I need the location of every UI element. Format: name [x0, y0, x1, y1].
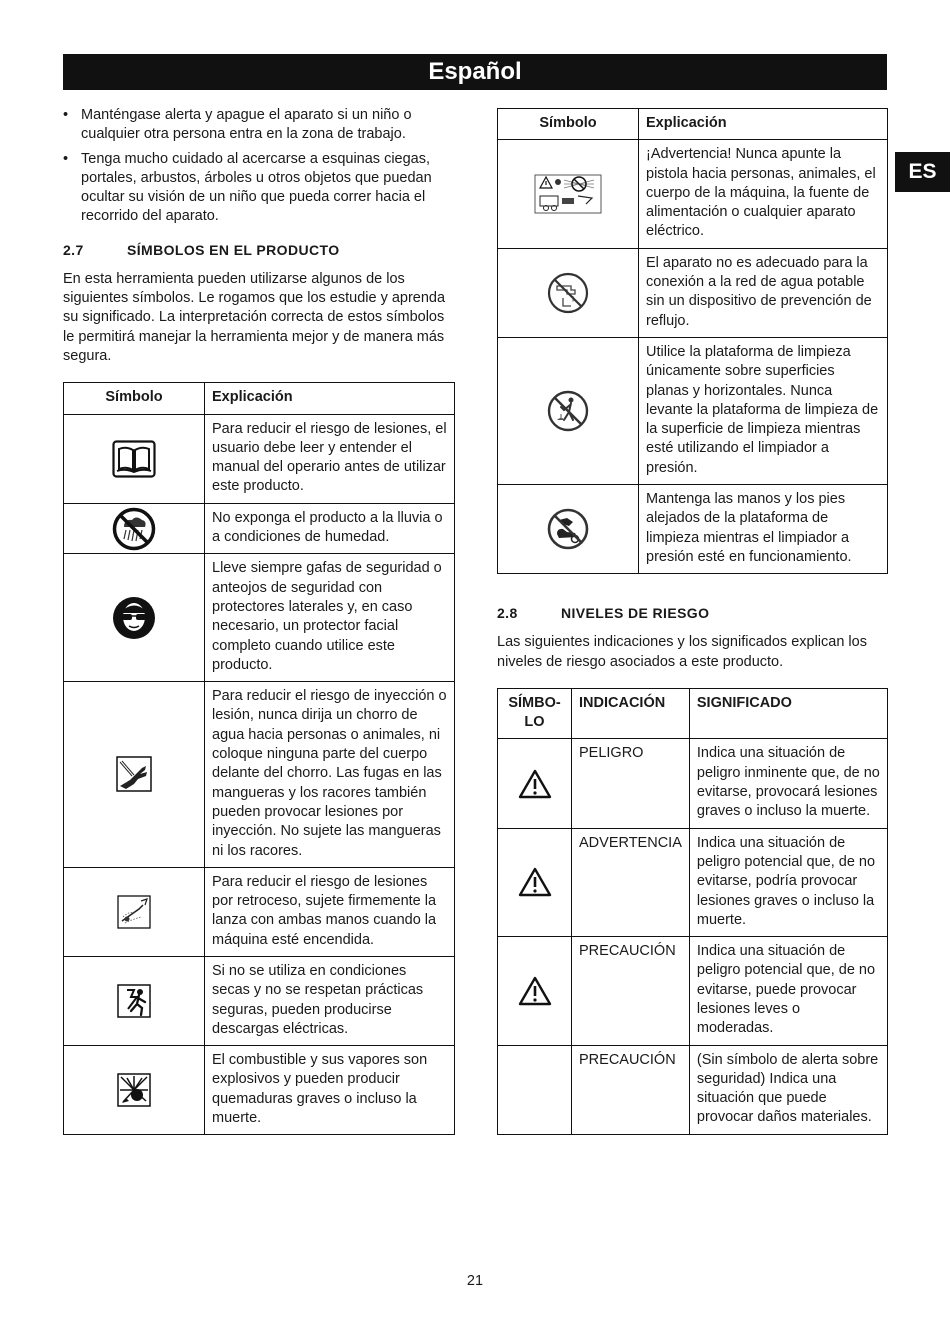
symbol-cell — [64, 554, 205, 682]
explanation-cell: No exponga el producto a la lluvia o a condiciones de humedad. — [205, 503, 455, 554]
symbols-table-continued — [497, 108, 888, 574]
explanation-cell: El aparato no es adecuado para la conexión a la red de agua potable sin un dispositivo de prevención de reflujo. — [639, 248, 888, 337]
no-lift-surface-cleaner-icon — [547, 390, 589, 432]
column-header-explanation: Explicación — [205, 383, 455, 414]
explanation-cell: Mantenga las manos y los pies alejados de la plataforma de limpieza mientras el limpiador a presión esté en funcionamiento. — [639, 485, 888, 574]
symbol-cell — [498, 485, 639, 574]
kickback-icon — [117, 895, 151, 929]
section-paragraph: Las siguientes indicaciones y los significados explican los niveles de riesgo asociados a este producto. — [497, 634, 867, 670]
section-number: 2.7 — [63, 241, 84, 258]
symbols-table — [63, 382, 455, 1135]
list-item: • Manténgase alerta y apague el aparato si un niño o cualquier otra persona entra en la zona de trabajo. — [63, 106, 455, 145]
meaning-cell: (Sin símbolo de alerta sobre seguridad) Indica una situación que puede provocar daños materiales. — [689, 1045, 887, 1134]
explanation-cell: Si no se utiliza en condiciones secas y no se respetan prácticas seguras, pueden producirse descargas eléctricas. — [205, 956, 455, 1045]
language-tab: ES — [895, 152, 950, 192]
symbol-cell — [64, 503, 205, 554]
intro-bullet-list — [63, 106, 455, 227]
meaning-cell: Indica una situación de peligro inminente que, de no evitarse, provocará lesiones graves o incluso la muerte. — [689, 739, 887, 828]
table-row — [64, 414, 455, 503]
meaning-cell: Indica una situación de peligro potencial que, de no evitarse, podría provocar lesiones graves o incluso la muerte. — [689, 828, 887, 936]
section-heading-2-8 — [497, 603, 888, 623]
explanation-cell: El combustible y sus vapores son explosivos y pueden producir quemaduras graves o incluso la muerte. — [205, 1046, 455, 1135]
indication-cell: ADVERTENCIA — [572, 828, 690, 936]
symbol-cell — [498, 140, 639, 248]
symbol-cell — [498, 828, 572, 936]
list-item: • Tenga mucho cuidado al acercarse a esquinas ciegas, portales, arbustos, árboles u otros objetos que puedan ocultar su visión de un niño que pueda correr hacia el recorrido del aparato. — [63, 150, 455, 227]
table-row — [64, 503, 455, 554]
column-header-indication: INDICACIÓN — [572, 688, 690, 739]
warning-triangle-icon — [518, 976, 552, 1006]
section-heading-2-7 — [63, 240, 455, 260]
table-row — [498, 248, 888, 337]
explanation-cell: Lleve siempre gafas de seguridad o anteojos de seguridad con protectores laterales y, en caso necesario, un protector facial completo cuando utilice este producto. — [205, 554, 455, 682]
table-row — [498, 739, 888, 828]
explanation-cell: Utilice la plataforma de limpieza únicamente sobre superficies planas y horizontales. Nunca levante la plataforma de limpieza de la superficie de limpieza mientras esté utilizando el limpiador a presión. — [639, 337, 888, 484]
section-title: SÍMBOLOS EN EL PRODUCTO — [127, 241, 340, 258]
table-row — [498, 485, 888, 574]
symbol-cell — [64, 1046, 205, 1135]
table-row — [64, 554, 455, 682]
page-number: 21 — [466, 1273, 484, 1289]
warning-triangle-icon — [518, 769, 552, 799]
table-row — [64, 1046, 455, 1135]
explanation-cell: Para reducir el riesgo de lesiones, el usuario debe leer y entender el manual del operario antes de utilizar este producto. — [205, 414, 455, 503]
symbol-cell — [498, 937, 572, 1045]
risk-levels-table — [497, 688, 888, 1135]
column-header-symbol: Símbolo — [64, 383, 205, 414]
column-header-explanation: Explicación — [639, 109, 888, 140]
right-column — [497, 108, 888, 1135]
no-spray-at-people-icon — [534, 174, 602, 214]
column-header-meaning: SIGNIFICADO — [689, 688, 887, 739]
indication-cell: PRECAUCIÓN — [572, 1045, 690, 1134]
read-manual-icon — [112, 440, 156, 478]
left-column — [63, 106, 455, 1135]
symbol-cell — [64, 414, 205, 503]
table-header-row — [498, 688, 888, 739]
page-title-banner: Español — [63, 54, 887, 90]
symbol-cell — [64, 956, 205, 1045]
no-rain-icon — [112, 507, 156, 551]
table-row — [64, 956, 455, 1045]
indication-cell: PRECAUCIÓN — [572, 937, 690, 1045]
table-row — [64, 867, 455, 956]
symbol-cell — [64, 867, 205, 956]
explanation-cell: Para reducir el riesgo de inyección o lesión, nunca dirija un chorro de agua hacia personas o animales, ni coloque ninguna parte del cuerpo delante del chorro. Las fugas en las mangueras y los racores también pueden provocar lesiones por inyección. No sujete las mangueras ni los racores. — [205, 682, 455, 868]
no-potable-water-icon — [547, 272, 589, 314]
table-row — [64, 682, 455, 868]
section-paragraph: En esta herramienta pueden utilizarse algunos de los siguientes símbolos. Le rogamos que los estudie y aprenda su significado. La interpretación correcta de estos símbolos le permitirá manejar la herramienta mejor y de manera más segura. — [63, 270, 446, 364]
table-row — [498, 337, 888, 484]
symbol-cell — [64, 682, 205, 868]
explanation-cell: Para reducir el riesgo de lesiones por retroceso, sujete firmemente la lanza con ambas manos cuando la máquina esté encendida. — [205, 867, 455, 956]
indication-cell: PELIGRO — [572, 739, 690, 828]
meaning-cell: Indica una situación de peligro potencial que, de no evitarse, puede provocar lesiones leves o moderadas. — [689, 937, 887, 1045]
electric-shock-icon — [117, 984, 151, 1018]
explosion-icon — [117, 1073, 151, 1107]
symbol-cell — [498, 248, 639, 337]
explanation-cell: ¡Advertencia! Nunca apunte la pistola hacia personas, animales, el cuerpo de la máquina, la fuente de alimentación o cualquier aparato eléctrico. — [639, 140, 888, 248]
section-title: NIVELES DE RIESGO — [561, 605, 710, 622]
table-header-row — [64, 383, 455, 414]
table-row — [498, 1045, 888, 1134]
column-header-symbol: Símbolo — [498, 109, 639, 140]
keep-hands-feet-away-icon — [547, 508, 589, 550]
eye-protection-icon — [112, 596, 156, 640]
column-header-symbol: SÍMBO-LO — [498, 688, 572, 739]
warning-triangle-icon — [518, 867, 552, 897]
table-row — [498, 140, 888, 248]
symbol-cell-empty — [498, 1045, 572, 1134]
table-header-row — [498, 109, 888, 140]
table-row — [498, 828, 888, 936]
water-jet-injury-icon — [116, 756, 152, 792]
symbol-cell — [498, 337, 639, 484]
section-number: 2.8 — [497, 605, 518, 622]
symbol-cell — [498, 739, 572, 828]
table-row — [498, 937, 888, 1045]
